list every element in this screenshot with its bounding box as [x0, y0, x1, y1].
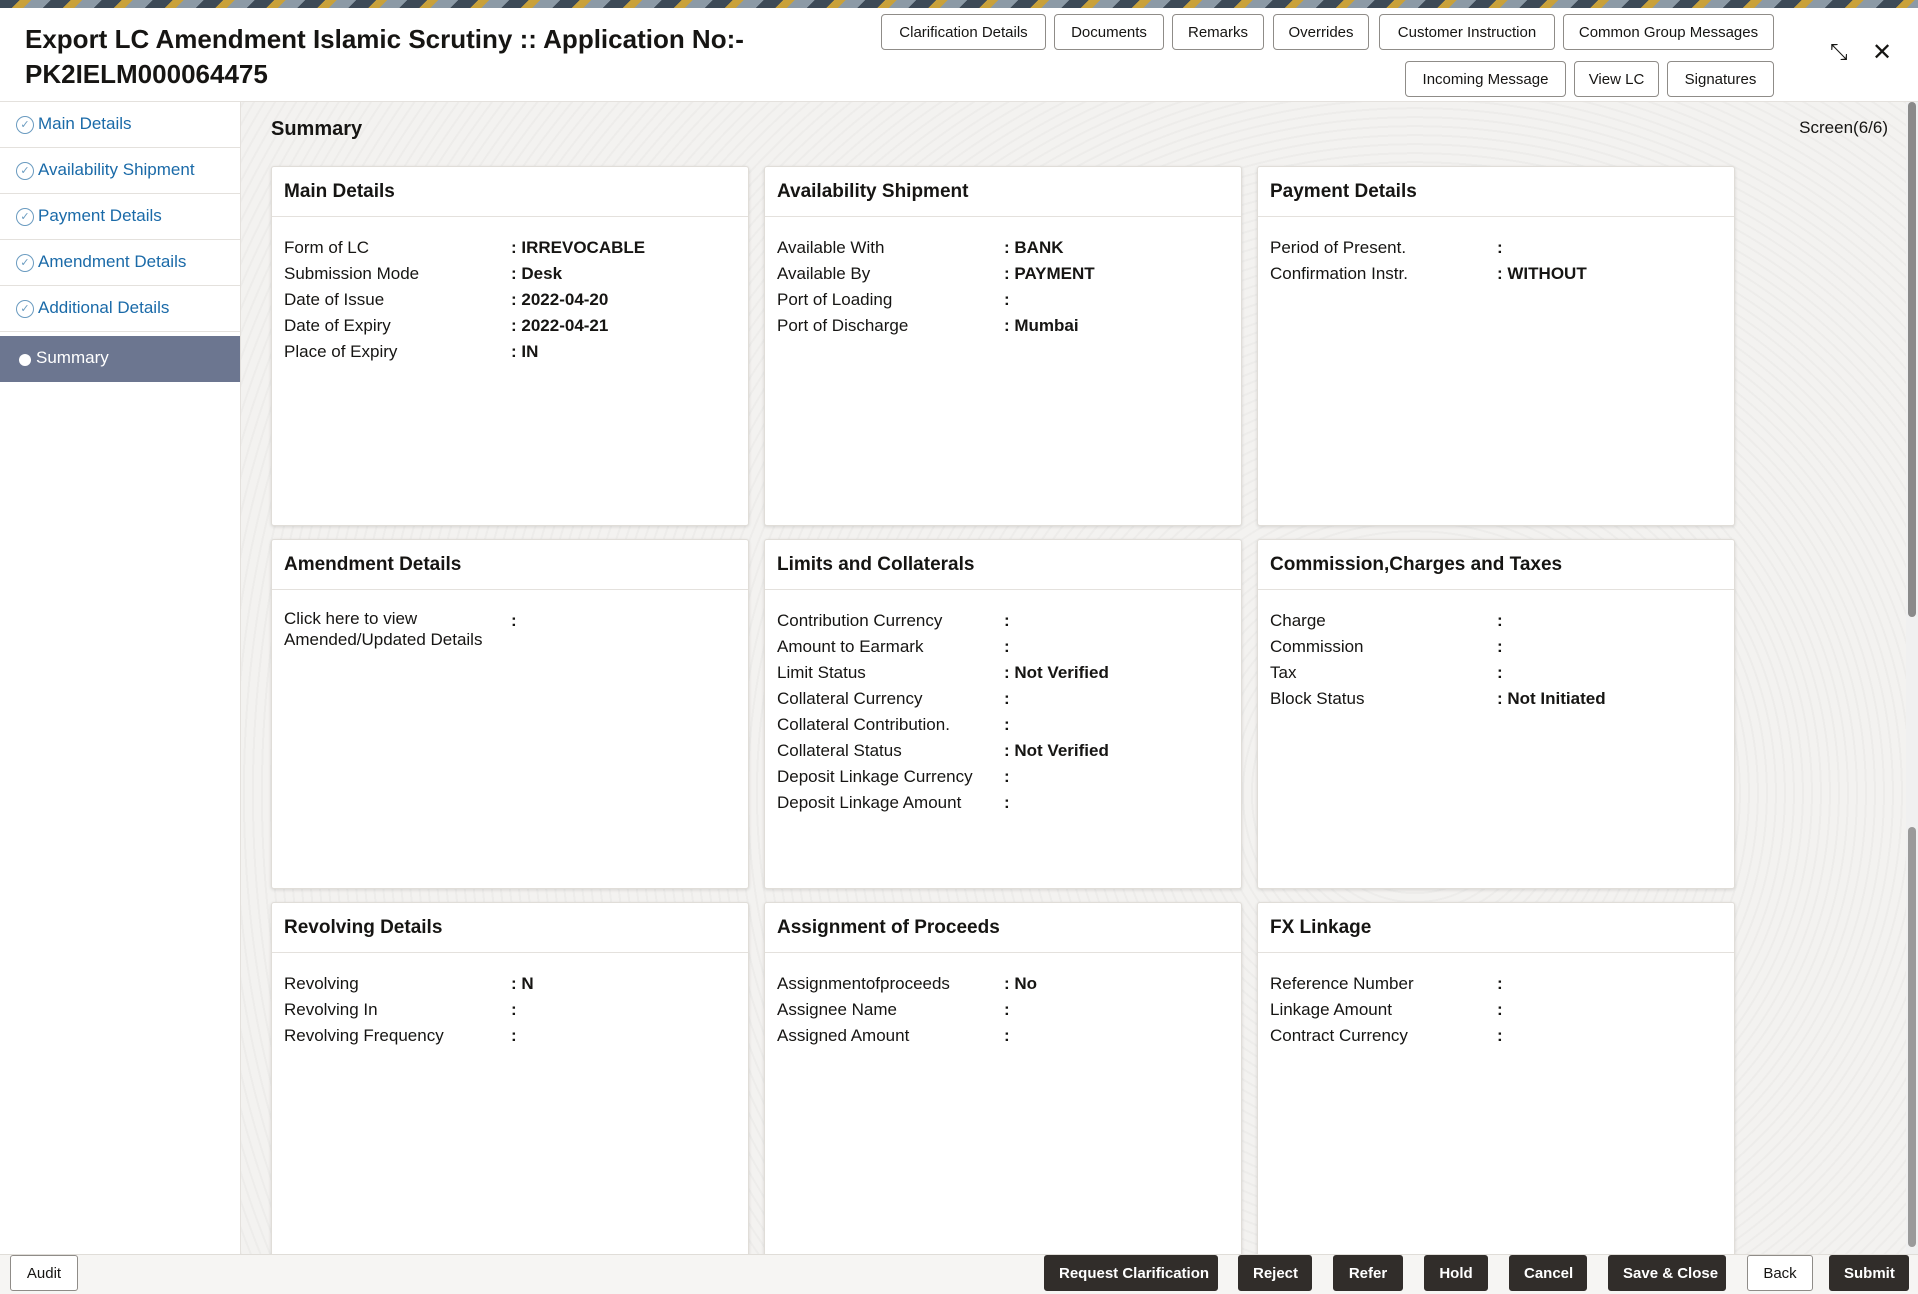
close-icon[interactable]: ✕	[1872, 38, 1893, 66]
submit-button[interactable]: Submit	[1829, 1255, 1909, 1291]
remarks-button[interactable]: Remarks	[1172, 14, 1264, 50]
card-title: FX Linkage	[1258, 903, 1734, 953]
card-limits-and-collaterals	[764, 539, 1242, 889]
field-label: Commission	[1270, 637, 1364, 656]
field-value: :	[1004, 1026, 1010, 1045]
detail-row	[284, 235, 736, 261]
detail-row	[1270, 686, 1722, 712]
field-value: : 2022-04-20	[511, 290, 609, 309]
sidebar-item-payment-details[interactable]	[0, 194, 240, 240]
field-label: Collateral Contribution.	[777, 715, 950, 734]
field-value: : No	[1004, 974, 1038, 993]
card-title: Assignment of Proceeds	[765, 903, 1241, 953]
field-value: :	[511, 1026, 517, 1045]
field-value: :	[1004, 611, 1010, 630]
hold-button[interactable]: Hold	[1424, 1255, 1488, 1291]
sidebar-item-label: Additional Details	[38, 298, 170, 317]
current-step-dot-icon	[19, 354, 31, 366]
field-label: Revolving	[284, 974, 359, 993]
detail-row	[1270, 997, 1722, 1023]
field-value: :	[511, 611, 517, 630]
card-assignment-of-proceeds	[764, 902, 1242, 1254]
documents-button[interactable]: Documents	[1054, 14, 1164, 50]
field-value: :	[1004, 637, 1010, 656]
card-title: Main Details	[272, 167, 748, 217]
field-value: :	[1004, 1000, 1010, 1019]
field-label: Port of Discharge	[777, 316, 909, 335]
detail-row	[777, 1023, 1229, 1049]
detail-row	[1270, 971, 1722, 997]
field-value: :	[1497, 1000, 1503, 1019]
field-label: Collateral Currency	[777, 689, 923, 708]
field-label: Collateral Status	[777, 741, 902, 760]
field-label: Port of Loading	[777, 290, 893, 309]
field-value: : IRREVOCABLE	[511, 238, 646, 257]
collapse-icon[interactable]: ⤡	[1830, 40, 1848, 65]
field-value: : BANK	[1004, 238, 1064, 257]
field-value: : Not Initiated	[1497, 689, 1606, 708]
detail-row	[284, 339, 736, 365]
sidebar-item-label: Main Details	[38, 114, 132, 133]
back-button[interactable]: Back	[1747, 1255, 1813, 1291]
field-label: Revolving Frequency	[284, 1026, 444, 1045]
card-revolving-details	[271, 902, 749, 1254]
detail-row	[777, 287, 1229, 313]
field-label: Revolving In	[284, 1000, 378, 1019]
field-value: : Mumbai	[1004, 316, 1079, 335]
decorative-banner-strip	[0, 0, 1918, 8]
card-main-details	[271, 166, 749, 526]
check-circle-icon: ✓	[16, 162, 34, 180]
card-amendment-details	[271, 539, 749, 889]
audit-button[interactable]: Audit	[10, 1255, 78, 1291]
field-label: Block Status	[1270, 689, 1365, 708]
field-value: :	[1004, 290, 1010, 309]
view-amended-details-link[interactable]: Click here to view Amended/Updated Details	[284, 609, 483, 649]
detail-row	[1270, 608, 1722, 634]
card-availability-shipment	[764, 166, 1242, 526]
detail-row	[777, 712, 1229, 738]
card-title: Payment Details	[1258, 167, 1734, 217]
signatures-button[interactable]: Signatures	[1667, 61, 1774, 97]
detail-row	[284, 313, 736, 339]
field-value: :	[1497, 611, 1503, 630]
field-value: : PAYMENT	[1004, 264, 1095, 283]
common-group-messages-button[interactable]: Common Group Messages	[1563, 14, 1774, 50]
detail-row	[1270, 235, 1722, 261]
field-label: Date of Expiry	[284, 316, 391, 335]
overrides-button[interactable]: Overrides	[1273, 14, 1369, 50]
field-value: : 2022-04-21	[511, 316, 609, 335]
sidebar-item-label: Amendment Details	[38, 252, 187, 271]
field-value: :	[1497, 1026, 1503, 1045]
field-value: :	[1497, 637, 1503, 656]
field-label: Period of Present.	[1270, 238, 1407, 257]
view-lc-button[interactable]: View LC	[1574, 61, 1659, 97]
field-label: Assigned Amount	[777, 1026, 910, 1045]
field-label: Assignmentofproceeds	[777, 974, 950, 993]
field-value: :	[1004, 715, 1010, 734]
field-label: Linkage Amount	[1270, 1000, 1392, 1019]
detail-row	[284, 971, 736, 997]
sidebar-item-availability-shipment[interactable]	[0, 148, 240, 194]
card-fx-linkage	[1257, 902, 1735, 1254]
field-value: :	[1004, 767, 1010, 786]
reject-button[interactable]: Reject	[1238, 1255, 1312, 1291]
vertical-scrollbar[interactable]	[1906, 102, 1918, 1254]
card-title: Amendment Details	[272, 540, 748, 590]
wizard-sidebar	[0, 102, 241, 1254]
detail-row	[284, 261, 736, 287]
field-value: : Not Verified	[1004, 741, 1109, 760]
incoming-message-button[interactable]: Incoming Message	[1405, 61, 1566, 97]
section-title: Summary	[271, 118, 363, 140]
page-title: Export LC Amendment Islamic Scrutiny :: Application No:- PK2IELM000064475	[25, 24, 744, 89]
field-label: Form of LC	[284, 238, 370, 257]
detail-row	[777, 660, 1229, 686]
check-circle-icon: ✓	[16, 116, 34, 134]
card-title: Availability Shipment	[765, 167, 1241, 217]
field-label: Confirmation Instr.	[1270, 264, 1408, 283]
detail-row	[777, 971, 1229, 997]
field-label: Contract Currency	[1270, 1026, 1408, 1045]
save-and-close-button[interactable]: Save & Close	[1608, 1255, 1726, 1291]
detail-row	[777, 634, 1229, 660]
detail-row	[1270, 634, 1722, 660]
field-value: :	[511, 1000, 517, 1019]
field-label: Deposit Linkage Currency	[777, 767, 973, 786]
field-value: :	[1497, 663, 1503, 682]
detail-row	[777, 790, 1229, 816]
detail-row	[777, 235, 1229, 261]
detail-row	[284, 608, 736, 650]
sidebar-item-label: Availability Shipment	[38, 160, 195, 179]
detail-row	[1270, 660, 1722, 686]
field-value: : Desk	[511, 264, 563, 283]
window-header	[0, 8, 1918, 102]
cancel-button[interactable]: Cancel	[1509, 1255, 1587, 1291]
customer-instruction-button[interactable]: Customer Instruction	[1379, 14, 1555, 50]
field-label: Charge	[1270, 611, 1326, 630]
field-label: Available By	[777, 264, 871, 283]
field-label: Deposit Linkage Amount	[777, 793, 962, 812]
detail-row	[777, 997, 1229, 1023]
detail-row	[777, 261, 1229, 287]
sidebar-item-main-details[interactable]	[0, 102, 240, 148]
detail-row	[284, 287, 736, 313]
card-title: Revolving Details	[272, 903, 748, 953]
scrollbar-thumb[interactable]	[1908, 102, 1916, 617]
field-value: : WITHOUT	[1497, 264, 1587, 283]
detail-row	[777, 313, 1229, 339]
sidebar-item-summary[interactable]	[0, 336, 240, 382]
sidebar-item-label: Payment Details	[38, 206, 162, 225]
field-value: :	[1004, 793, 1010, 812]
field-label: Assignee Name	[777, 1000, 898, 1019]
field-label: Contribution Currency	[777, 611, 943, 630]
card-payment-details	[1257, 166, 1735, 526]
detail-row	[284, 1023, 736, 1049]
field-label: Submission Mode	[284, 264, 420, 283]
sidebar-item-additional-details[interactable]	[0, 286, 240, 332]
field-label: Amount to Earmark	[777, 637, 924, 656]
clarification-details-button[interactable]: Clarification Details	[881, 14, 1046, 50]
detail-row	[777, 686, 1229, 712]
card-commission-charges-taxes	[1257, 539, 1735, 889]
summary-content	[241, 102, 1918, 1254]
field-value: :	[1497, 974, 1503, 993]
field-label: Tax	[1270, 663, 1297, 682]
refer-button[interactable]: Refer	[1333, 1255, 1403, 1291]
detail-row	[777, 608, 1229, 634]
card-title: Commission,Charges and Taxes	[1258, 540, 1734, 590]
check-circle-icon: ✓	[16, 300, 34, 318]
check-circle-icon: ✓	[16, 254, 34, 272]
sidebar-item-label: Summary	[36, 348, 109, 367]
field-value: :	[1497, 238, 1503, 257]
field-label: Available With	[777, 238, 885, 257]
field-value: : N	[511, 974, 534, 993]
detail-row	[777, 738, 1229, 764]
sidebar-item-amendment-details[interactable]	[0, 240, 240, 286]
detail-row	[777, 764, 1229, 790]
scrollbar-thumb[interactable]	[1908, 827, 1916, 1247]
field-label: Reference Number	[1270, 974, 1414, 993]
detail-row	[1270, 1023, 1722, 1049]
field-value: : Not Verified	[1004, 663, 1109, 682]
field-value: : IN	[511, 342, 539, 361]
detail-row	[284, 997, 736, 1023]
check-circle-icon: ✓	[16, 208, 34, 226]
request-clarification-button[interactable]: Request Clarification	[1044, 1255, 1218, 1291]
card-title: Limits and Collaterals	[765, 540, 1241, 590]
screen-indicator: Screen(6/6)	[1799, 118, 1888, 137]
detail-row	[1270, 261, 1722, 287]
field-value: :	[1004, 689, 1010, 708]
field-label: Limit Status	[777, 663, 866, 682]
field-label: Place of Expiry	[284, 342, 398, 361]
field-label: Date of Issue	[284, 290, 385, 309]
